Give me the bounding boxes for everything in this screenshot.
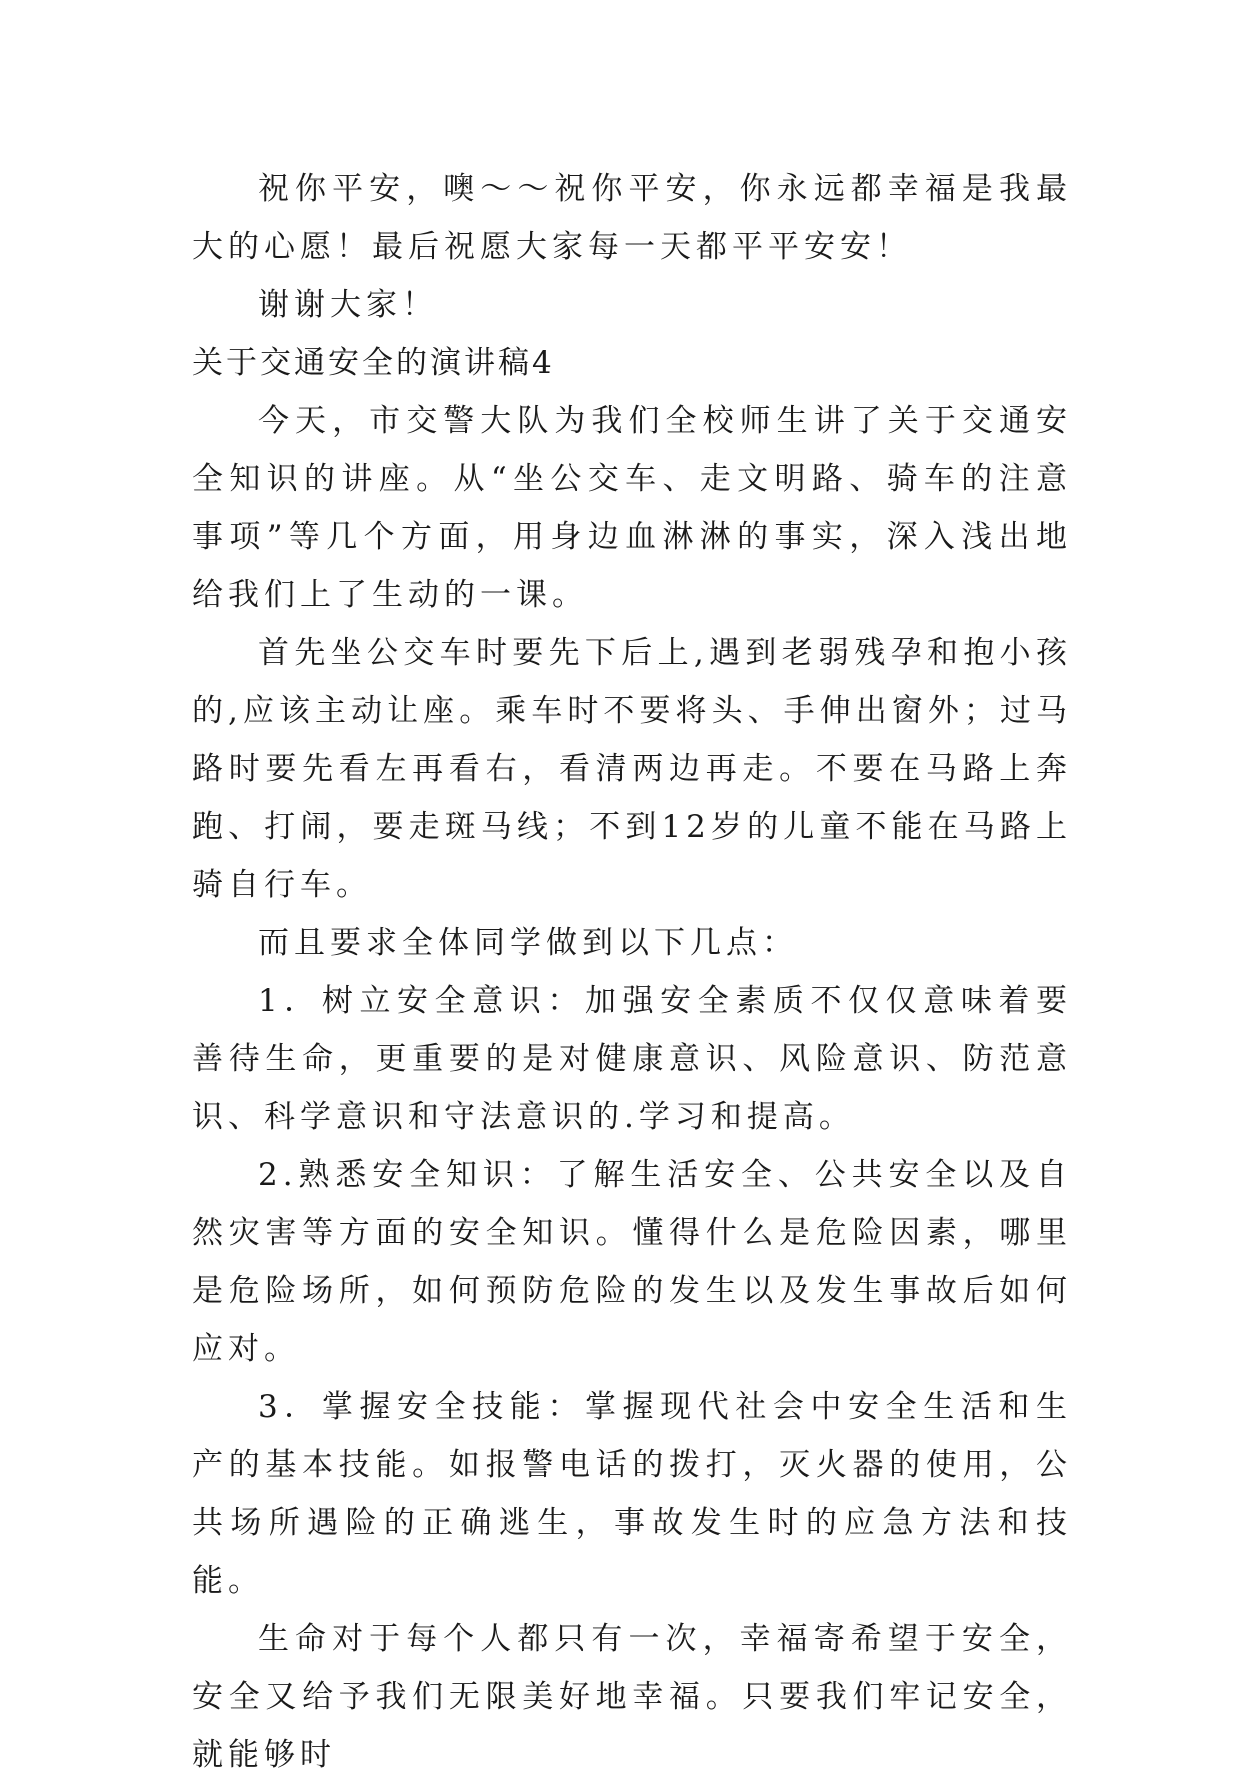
section-heading: 关于交通安全的演讲稿4 [192, 345, 555, 381]
paragraph-requirements-intro: 而且要求全体同学做到以下几点： [258, 925, 798, 961]
paragraph-blessing: 祝你平安，噢～～祝你平安，你永远都幸福是我最大的心愿！最后祝愿大家每一天都平平安安！ [192, 171, 1072, 265]
paragraph-bus-rules: 首先坐公交车时要先下后上,遇到老弱残孕和抱小孩的,应该主动让座。乘车时不要将头、手伸出窗外；过马路时要先看左再看右，看清两边再走。不要在马路上奔跑、打闹，要走斑马线；不到12岁的儿童不能在马路上骑自行车。 [192, 635, 1072, 903]
paragraph-thanks: 谢谢大家！ [258, 287, 438, 323]
list-item-knowledge: 2.熟悉安全知识：了解生活安全、公共安全以及自然灾害等方面的安全知识。懂得什么是危险因素，哪里是危险场所，如何预防危险的发生以及发生事故后如何应对。 [192, 1157, 1072, 1367]
paragraph-conclusion: 生命对于每个人都只有一次，幸福寄希望于安全，安全又给予我们无限美好地幸福。只要我们牢记安全，就能够时 [192, 1621, 1072, 1773]
list-item-awareness: 1．树立安全意识：加强安全素质不仅仅意味着要善待生命，更重要的是对健康意识、风险意识、防范意识、科学意识和守法意识的.学习和提高。 [192, 983, 1072, 1135]
document-body [192, 160, 1072, 1784]
list-item-skills: 3．掌握安全技能：掌握现代社会中安全生活和生产的基本技能。如报警电话的拨打，灭火器的使用，公共场所遇险的正确逃生，事故发生时的应急方法和技能。 [192, 1389, 1072, 1599]
paragraph-lecture-intro: 今天，市交警大队为我们全校师生讲了关于交通安全知识的讲座。从“坐公交车、走文明路、骑车的注意事项”等几个方面，用身边血淋淋的事实，深入浅出地给我们上了生动的一课。 [192, 403, 1072, 613]
